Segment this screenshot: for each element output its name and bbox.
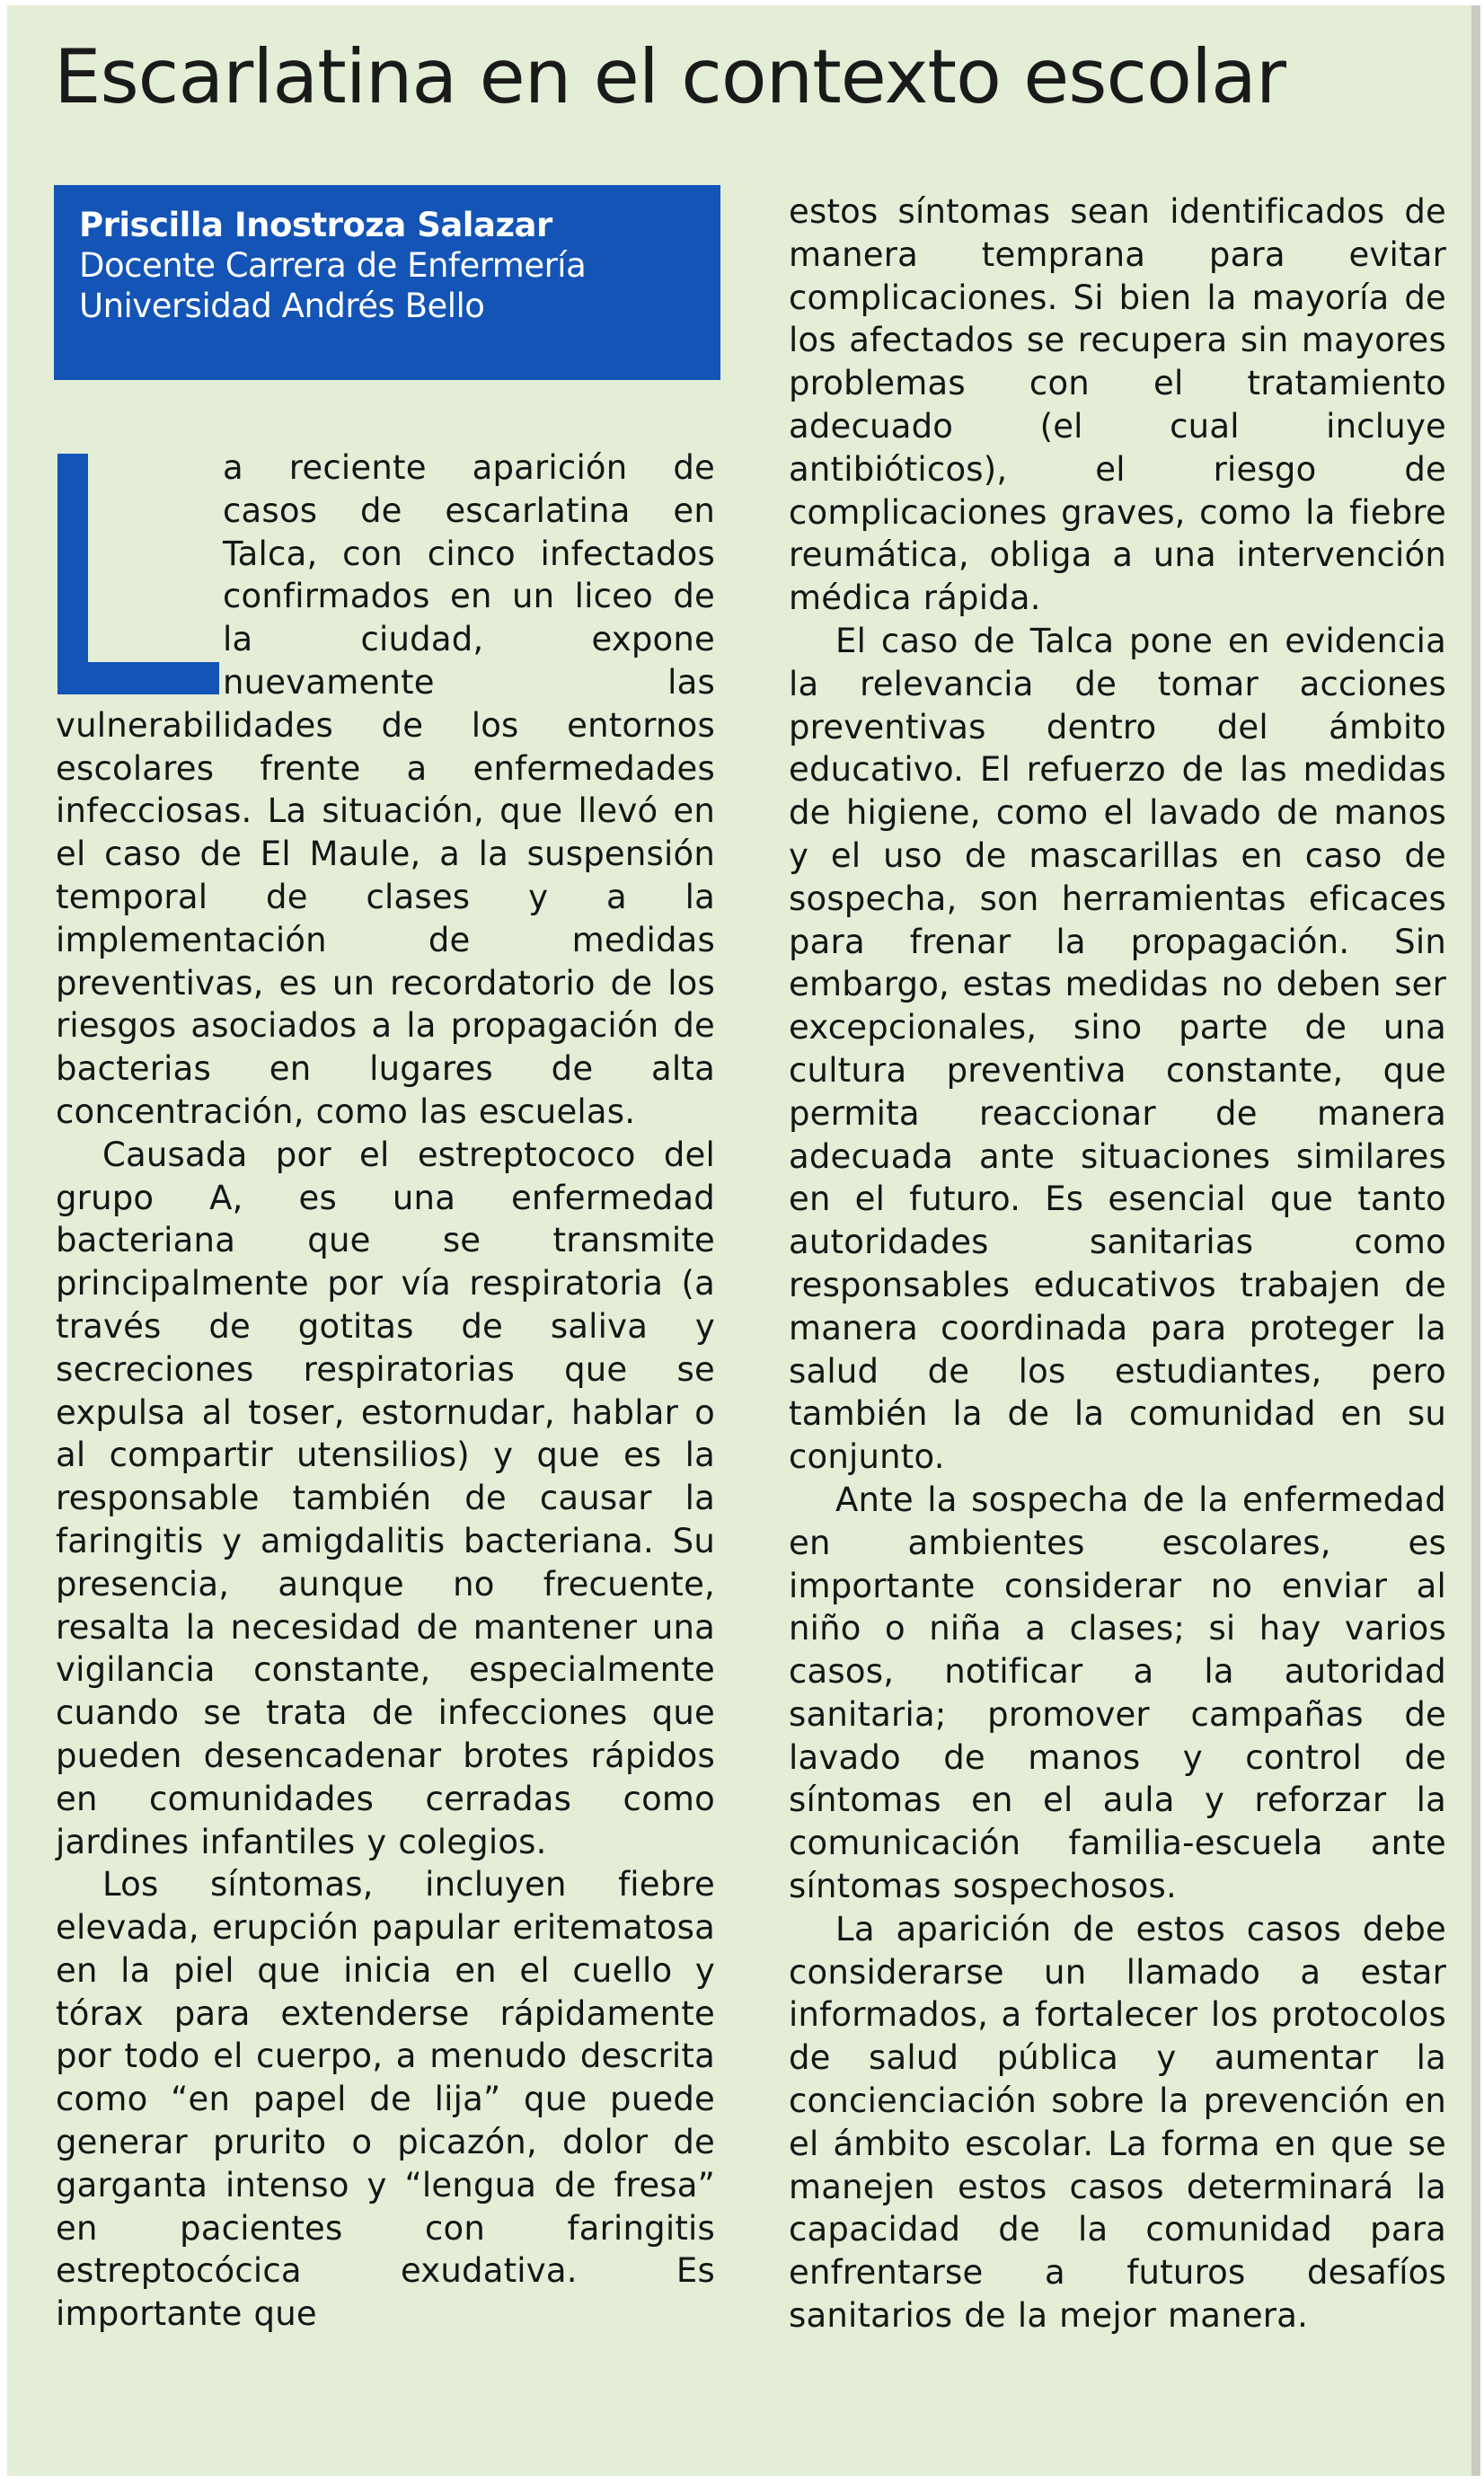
article-paragraph: Causada por el estreptococo del grupo A, es una enfermedad bacteriana que se transmite principalmente por vía respiratoria (a través de gotitas de saliva y secreciones respiratorias que se expulsa al toser, estornudar, hablar o al compartir utensilios) y que es la responsable también de causar la faringitis y amigdalitis bacteriana. Su presencia, aunque no frecuente, resalta la necesidad de mantener una vigilancia constante, especialmente cuando se trata de infecciones que pueden desencadenar brotes rápidos en comunidades cerradas como jardines infantiles y colegios. xyxy=(56,1135,715,1861)
author-byline-box xyxy=(54,185,720,380)
newspaper-column-page xyxy=(7,5,1480,2476)
article-paragraph: El caso de Talca pone en evidencia la relevancia de tomar acciones preventivas dentro del ámbito educativo. El refuerzo de las medidas de higiene, como el lavado de manos y el uso de mascarillas en caso de sospecha, son herramientas eficaces para frenar la propagación. Sin embargo, estas medidas no deben ser excepcionales, sino parte de una cultura preventiva constante, que permita reaccionar de manera adecuada ante situaciones similares en el futuro. Es esencial que tanto autoridades sanitarias como responsables educativos trabajen de manera coordinada para proteger la salud de los estudiantes, pero también la de la comunidad en su conjunto. xyxy=(789,621,1446,1477)
article-paragraph: Los síntomas, incluyen fiebre elevada, erupción papular eritematosa en la piel que inicia en el cuello y tórax para extenderse rápidamente por todo el cuerpo, a menudo descrita como “en papel de lija” que puede generar prurito o picazón, dolor de garganta intenso y “lengua de fresa” en pacientes con faringitis estreptocócica exudativa. Es importante que xyxy=(56,1865,715,2334)
article-paragraph: a reciente aparición de casos de escarlatina en Talca, con cinco infectados confirmados en un liceo de la ciudad, expone nuevamente las vulnerabilidades de los entornos escolares frente a enfermedades infecciosas. La situación, que llevó en el caso de El Maule, a la suspensión temporal de clases y a la implementación de medidas preventivas, es un recordatorio de los riesgos asociados a la propagación de bacterias en lugares de alta concentración, como las escuelas. xyxy=(56,448,715,1131)
article-paragraph: La aparición de estos casos debe considerarse un llamado a estar informados, a fortalecer los protocolos de salud pública y aumentar la concienciación sobre la prevención en el ámbito escolar. La forma en que se manejen estos casos determinará la capacidad de la comunidad para enfrentarse a futuros desafíos sanitarios de la mejor manera. xyxy=(789,1909,1446,2336)
article-paragraph: Ante la sospecha de la enfermedad en ambientes escolares, es importante considerar no enviar al niño o niña a clases; si hay varios casos, notificar a la autoridad sanitaria; promover campañas de lavado de manos y control de síntomas en el aula y reforzar la comunicación familia-escuela ante síntomas sospechosos. xyxy=(789,1480,1446,1906)
author-role: Docente Carrera de Enfermería xyxy=(79,246,587,285)
drop-cap-stem xyxy=(57,454,88,694)
author-name: Priscilla Inostroza Salazar xyxy=(79,206,552,244)
drop-cap xyxy=(56,454,223,694)
article-column-right xyxy=(789,190,1446,2337)
article-paragraph: estos síntomas sean identificados de manera temprana para evitar complicaciones. Si bien la mayoría de los afectados se recupera sin mayores problemas con el tratamiento adecuado (el cual incluye antibióticos), el riesgo de complicaciones graves, como la fiebre reumática, obliga a una intervención médica rápida. xyxy=(789,192,1446,618)
article-column-left xyxy=(56,446,715,2336)
article-title: Escarlatina en el contexto escolar xyxy=(54,33,1286,120)
page-edge-rule xyxy=(1471,5,1480,2476)
drop-cap-foot xyxy=(57,662,219,694)
author-institution: Universidad Andrés Bello xyxy=(79,287,485,325)
